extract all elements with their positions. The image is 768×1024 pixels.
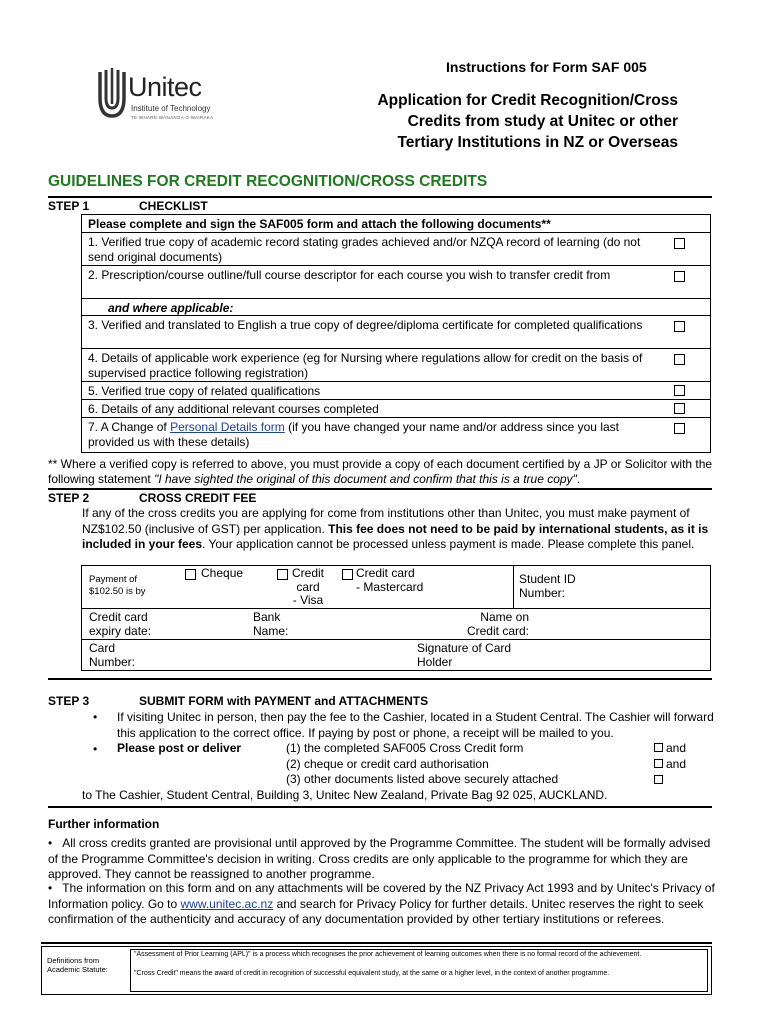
checkbox-item-1[interactable] — [674, 238, 685, 249]
fee-paragraph — [82, 506, 730, 553]
fee-text-a: If any of the cross credits you are applying for come from institutions other than Unitec, you must make payment of NZ$102.50 (inclusive of GST) per application. — [82, 506, 690, 536]
checklist-item-3 — [82, 316, 710, 349]
checklist-table — [81, 214, 711, 453]
checklist-header-row — [82, 215, 710, 233]
unitec-u-icon — [98, 68, 126, 120]
checkbox-documents[interactable] — [654, 775, 663, 784]
checklist-item-text: 1. Verified true copy of academic record stating grades achieved and/or NZQA record of learning (do not send original documents) — [88, 235, 641, 264]
checkbox-visa[interactable] — [277, 569, 288, 580]
checkbox-item-7[interactable] — [674, 423, 685, 434]
checklist-item-text: 3. Verified and translated to English a true copy of degree/diploma certificate for completed qualifications — [88, 318, 643, 332]
definitions-label: Definitions from Academic Statute: — [47, 956, 108, 974]
card-number-label: Card Number: — [89, 641, 136, 669]
further-info-heading: Further information — [48, 817, 160, 831]
submission-list — [286, 741, 558, 788]
step2-label: STEP 2 — [48, 491, 90, 505]
divider — [82, 639, 710, 640]
checklist-item-4 — [82, 349, 710, 382]
and-label: and — [666, 741, 687, 755]
logo-wordmark: Unitec — [128, 72, 202, 102]
payment-panel — [81, 565, 711, 671]
post-or-deliver: Please post or deliver — [117, 741, 242, 755]
checklist-where-applicable-row — [82, 299, 710, 316]
fee-text-b: . Your application cannot be processed unless payment is made. Please complete this panel. — [202, 537, 695, 551]
privacy-text-a: The information on this form and on any attachments will be covered by the NZ Privacy Act 1993 and by Unitec's Privacy of Information policy. Go to — [48, 881, 715, 911]
step3-bullet-1: If visiting Unitec in person, then pay the fee to the Cashier, located in a Student Central. The Cashier will forward this application to the correct office. If paying by post or phone, a receipt will be mailed to you. — [117, 710, 714, 740]
definitions-content — [130, 949, 708, 992]
divider — [513, 566, 514, 608]
bullet-icon: • — [93, 710, 98, 724]
cross-credit-definition: "Cross Credit" means the award of credit in recognition of successful equivalent study, at the same or a higher level, in the context of another programme. — [134, 970, 610, 977]
note-quote: "I have sighted the original of this document and confirm that this is a true copy" — [154, 471, 577, 486]
signature-label: Signature of Card Holder — [417, 641, 512, 669]
unitec-website-link[interactable]: www.unitec.ac.nz — [180, 896, 274, 911]
checkbox-payment[interactable] — [654, 759, 663, 768]
title-line-1: Application for Credit Recognition/Cross — [377, 92, 678, 109]
verified-copy-note — [48, 457, 718, 486]
further-info-text-1: All cross credits granted are provisional until approved by the Programme Committee. The student will be formally advised of the Programme Committee's decision in writing. Cross credits are only applicable to the programme for which they are approved. They cannot be reassigned to another programme. — [48, 836, 711, 881]
checkbox-item-6[interactable] — [674, 403, 685, 414]
step3-heading: SUBMIT FORM with PAYMENT and ATTACHMENTS — [139, 694, 429, 708]
step1-heading: CHECKLIST — [139, 199, 208, 213]
title-line-3: Tertiary Institutions in NZ or Overseas — [397, 134, 678, 151]
checkbox-item-2[interactable] — [674, 271, 685, 282]
personal-details-form-link[interactable]: Personal Details form — [170, 420, 285, 434]
page-title — [258, 90, 678, 153]
further-info-para-1: • All cross credits granted are provisional until approved by the Programme Committee. The student will be formally advised of the Programme Committee's decision in writing. Cross credits are only applicable to the programme for which they are approved. They cannot be reassigned to another programme. — [48, 836, 711, 881]
visa-text-2: - Visa — [292, 593, 324, 607]
student-id-label: Student ID Number: — [519, 572, 576, 600]
unitec-logo — [98, 66, 238, 124]
checkbox-item-4[interactable] — [674, 354, 685, 365]
divider — [48, 806, 712, 808]
payment-label: Payment of $102.50 is by — [89, 574, 146, 597]
checkbox-mastercard[interactable] — [342, 569, 353, 580]
divider — [48, 678, 712, 680]
checklist-item-5 — [82, 382, 710, 400]
card-number-input[interactable] — [152, 642, 410, 668]
checklist-item-6 — [82, 400, 710, 418]
visa-text-1: Credit card — [291, 566, 324, 594]
checklist-item-2 — [82, 266, 710, 299]
item7-text-b: (if you have changed your name and/or address since you last provided us with these details) — [88, 420, 619, 449]
checkbox-form[interactable] — [654, 743, 663, 752]
cheque-label: Cheque — [201, 566, 244, 580]
and-label: and — [666, 757, 687, 771]
mastercard-text-1: Credit card — [356, 566, 415, 580]
apl-definition: "Assessment of Prior Learning (APL)" is a process which recognises the prior achievement of learning outcomes when there is no formal record of the achievement. — [134, 951, 642, 958]
fee-text-bold: This fee does not need to be paid by international students, as it is included in your fees — [82, 521, 709, 551]
definitions-box — [41, 946, 712, 995]
step3-label: STEP 3 — [48, 694, 90, 708]
bank-label: Bank Name: — [253, 610, 289, 638]
logo-maori-subtitle: TE WHARE WĀNANGA O WAIRAKA — [131, 115, 214, 120]
mastercard-text-2: - Mastercard — [356, 579, 424, 594]
bullet-icon: • — [93, 742, 98, 756]
submission-list-item: (2) cheque or credit card authorisation — [286, 756, 489, 771]
checkbox-cheque[interactable] — [185, 569, 196, 580]
privacy-text-b: and search for Privacy Policy for further details. Unitec reserves the right to seek confirmation of the authenticity and accuracy of any documentation provided by other tertiary institutions or referees. — [48, 896, 704, 926]
submission-list-item: (1) the completed SAF005 Cross Credit form — [286, 741, 524, 755]
checklist-item-text: 2. Prescription/course outline/full course descriptor for each course you wish to transfer credit from — [88, 268, 611, 282]
checklist-header-text: Please complete and sign the SAF005 form and attach the following documents** — [88, 217, 551, 231]
checklist-item-1 — [82, 233, 710, 266]
note-text: ** Where a verified copy is referred to above, you must provide a copy of each document certified by a JP or Solicitor with the following statement — [48, 457, 713, 486]
form-instructions-label: Instructions for Form SAF 005 — [446, 59, 647, 75]
divider — [41, 942, 712, 944]
note-end: . — [576, 471, 581, 486]
expiry-label: Credit card expiry date: — [89, 610, 152, 638]
visa-label — [288, 567, 328, 608]
mastercard-label — [356, 567, 436, 594]
title-line-2: Credits from study at Unitec or other — [407, 113, 678, 130]
checkbox-item-3[interactable] — [674, 321, 685, 332]
name-on-card-label: Name on Credit card: — [466, 610, 529, 638]
divider — [48, 488, 712, 490]
checklist-item-text: 4. Details of applicable work experience (eg for Nursing where regulations allow for credit on the basis of supervised practice following registration) — [88, 351, 643, 380]
checklist-item-7 — [82, 418, 710, 452]
step2-heading: CROSS CREDIT FEE — [139, 491, 257, 505]
guidelines-heading: GUIDELINES FOR CREDIT RECOGNITION/CROSS CREDITS — [48, 173, 488, 190]
logo-subtitle: Institute of Technology — [131, 104, 211, 113]
checklist-item-text — [88, 420, 648, 449]
step1-label: STEP 1 — [48, 199, 90, 213]
checklist-item-text: 6. Details of any additional relevant courses completed — [88, 402, 379, 416]
further-info-para-2: • The information on this form and on any attachments will be covered by the NZ Privacy Act 1993 and by Unitec's Privacy of Information policy. Go to www.unitec.ac.nz and search for Privacy Policy for further details. Unitec reserves the right to seek confirmation of the authenticity and accuracy of any documentation provided by other tertiary institutions or referees. — [48, 881, 715, 926]
checklist-item-text: 5. Verified true copy of related qualifications — [88, 384, 321, 398]
submission-list-item: (3) other documents listed above securely attached — [286, 772, 559, 786]
bank-input[interactable] — [304, 611, 444, 637]
expiry-input[interactable] — [172, 611, 250, 637]
divider — [48, 196, 712, 198]
where-applicable-text: and where applicable: — [108, 301, 234, 315]
cashier-address: to The Cashier, Student Central, Building 3, Unitec New Zealand, Private Bag 92 025, AUCKLAND. — [82, 788, 608, 802]
student-id-input[interactable] — [592, 570, 708, 604]
checkbox-item-5[interactable] — [674, 385, 685, 396]
divider — [82, 608, 710, 609]
name-on-card-input[interactable] — [532, 611, 706, 637]
item7-text-a: 7. A Change of — [88, 420, 171, 434]
signature-input[interactable] — [522, 642, 706, 668]
